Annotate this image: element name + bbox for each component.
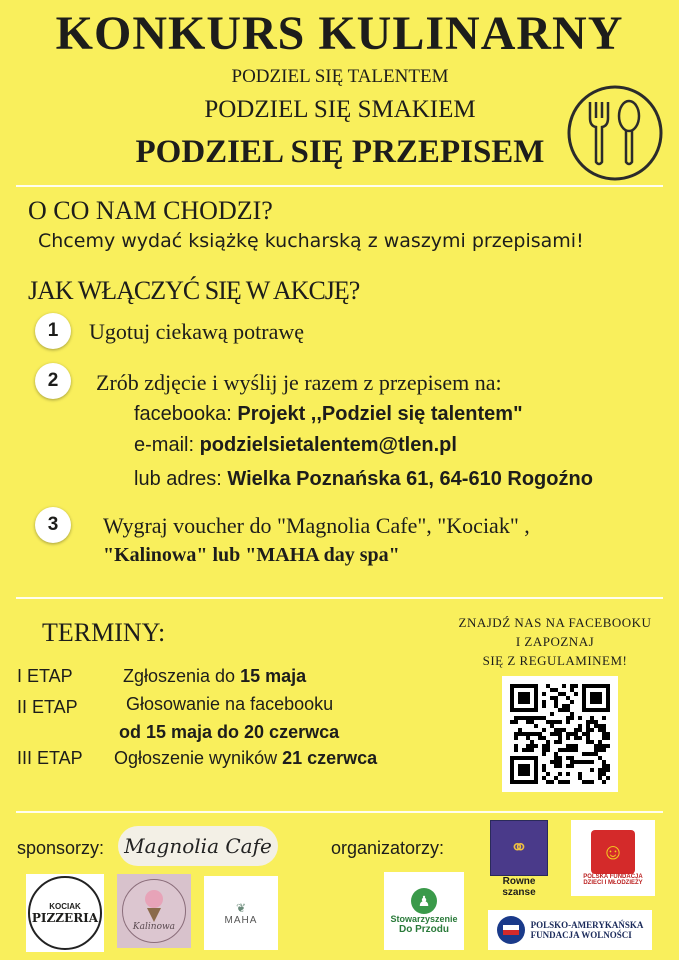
term-text-3-label: Ogłoszenie wyników [114,748,283,768]
facebook-note-line3: SIĘ Z REGULAMINEM! [482,653,628,668]
term-text-3 [114,748,377,769]
stow-text-1: Stowarzyszenie [390,913,458,924]
pafw-logo [488,910,652,950]
contact-address-label: lub adres: [134,468,222,490]
figure-icon: ♟ [411,888,437,914]
rowne-text-2: szanse [502,887,536,898]
term-text-2-dates: od 15 maja do 20 czerwca [119,722,340,742]
pafw-text-2: FUNDACJA WOLNOŚCI [530,930,632,940]
term-stage-2: II ETAP [17,697,78,717]
step-number-2: 2 [35,363,71,399]
contact-address-value: Wielka Poznańska 61, 64-610 Rogoźno [227,468,593,490]
smiley-icon: ☺ [591,830,635,874]
contact-facebook-label: facebooka: [134,403,232,425]
divider-middle [16,597,663,599]
term-stage-1: I ETAP [17,666,73,686]
terms-heading: TERMINY: [42,618,166,647]
pafw-text-1: POLSKO-AMERYKAŃSKA [530,920,644,930]
ppf-text-2: DZIECI I MŁODZIEŻY [583,880,643,886]
step-number-1: 1 [35,313,71,349]
fork-spoon-icon [566,84,664,182]
contact-facebook-value: Projekt ,,Podziel się talentem" [237,403,523,425]
contact-address [134,468,593,491]
stow-text-2: Do Przodu [399,923,449,935]
cone-icon [147,908,161,922]
magnolia-cafe-text: Magnolia Cafe [124,834,272,858]
ppf-text-1: POLSKA FUNDACJA [583,874,643,880]
contact-email-label: e-mail: [134,434,195,456]
facebook-note [440,613,670,670]
rowne-text-1: Rowne [502,876,536,887]
step-3-text-line2: "Kalinowa" lub "MAHA day spa" [103,544,400,566]
subtitle-taste: PODZIEL SIĘ SMAKIEM [204,96,476,123]
step-number-3: 3 [35,507,71,543]
page-title: KONKURS KULINARNY [55,7,624,60]
divider-top [16,185,663,187]
qr-code[interactable] [502,676,618,792]
facebook-note-line2: I ZAPOZNAJ [515,634,595,649]
facebook-note-line1: ZNAJDŹ NAS NA FACEBOOKU [458,615,652,630]
rowne-szanse-logo [490,820,548,900]
contact-facebook [134,403,523,426]
leaf-icon: ❦ [235,900,247,915]
people-icon: ⚭ [490,820,548,876]
organizers-label: organizatorzy: [331,838,445,858]
about-text: Chcemy wydać książkę kucharską z waszymi przepisami! [38,230,584,252]
term-text-2: Głosowanie na facebooku [126,694,334,714]
magnolia-cafe-logo [118,826,278,866]
polska-fundacja-logo [571,820,655,896]
stowarzyszenie-do-przodu-logo [384,872,464,950]
term-text-1-date: 15 maja [240,666,307,686]
step-3-text: Wygraj voucher do "Magnolia Cafe", "Kociak" , [103,513,530,538]
pizzeria-text: PIZZERIA [31,910,99,925]
subtitle-recipe: PODZIEL SIĘ PRZEPISEM [135,134,545,170]
flag-icon [497,916,525,944]
maha-text: MAHA [224,914,258,926]
step-2-text: Zrób zdjęcie i wyślij je razem z przepisem na: [96,370,502,395]
maha-logo [204,876,278,950]
sponsors-label: sponsorzy: [17,838,105,858]
term-text-3-date: 21 czerwca [282,748,378,768]
kalinowa-text: Kalinowa [132,922,176,932]
kalinowa-logo [117,874,191,948]
contact-email [134,434,457,457]
subtitle-talent: PODZIEL SIĘ TALENTEM [231,66,449,87]
term-stage-3: III ETAP [17,748,83,768]
kociak-pizzeria-logo [26,874,104,952]
term-text-1-label: Zgłoszenia do [123,666,241,686]
divider-bottom [16,811,663,813]
contact-email-value: podzielsietalentem@tlen.pl [199,434,457,456]
step-1-text: Ugotuj ciekawą potrawę [89,319,305,344]
how-heading: JAK WŁĄCZYĆ SIĘ W AKCJĘ? [28,276,360,305]
about-heading: O CO NAM CHODZI? [28,196,273,225]
term-text-1 [123,666,306,687]
ice-cream-icon [145,890,163,908]
kociak-text: KOCIAK [49,901,81,911]
